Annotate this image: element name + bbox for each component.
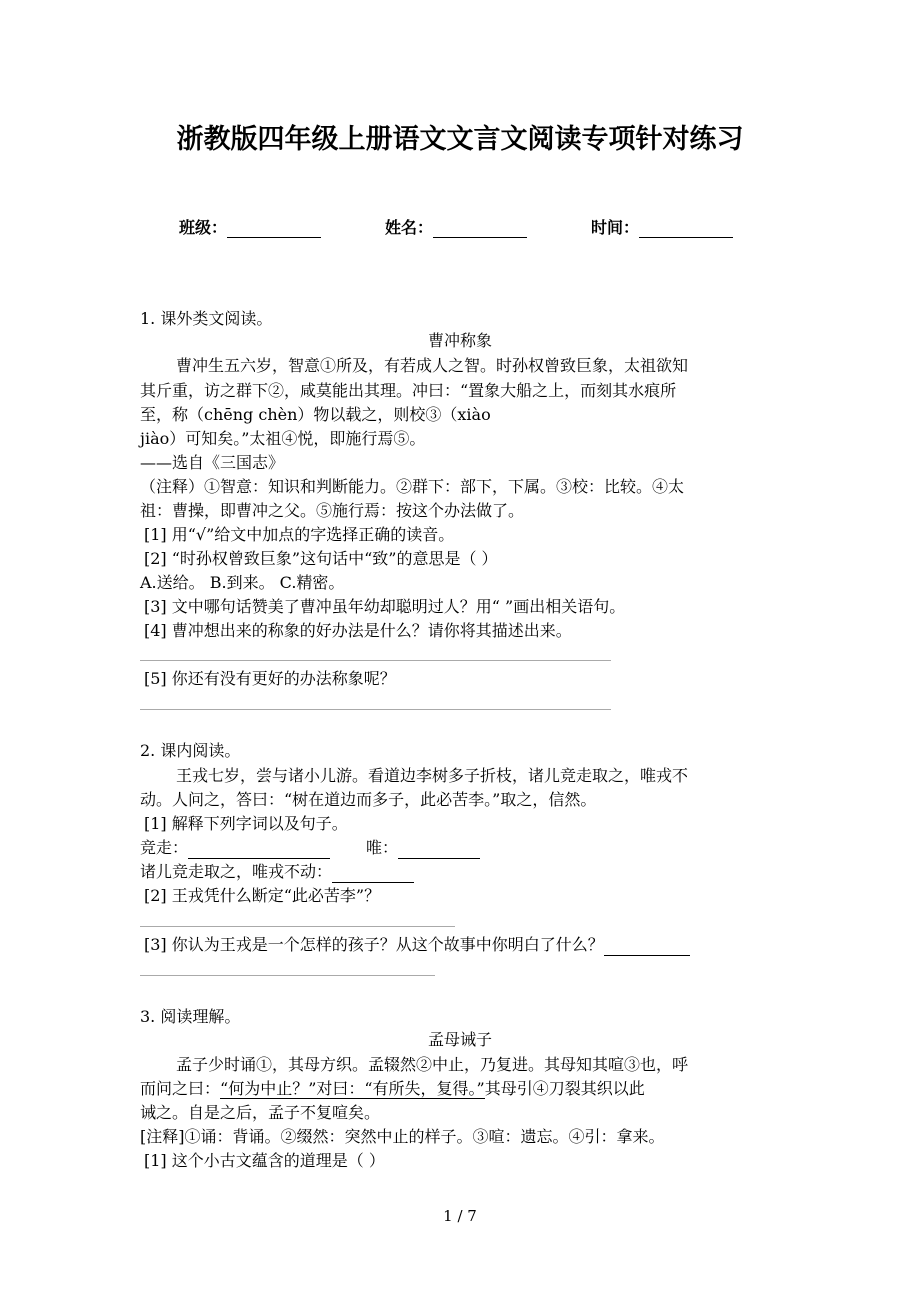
q1-heading: 1. 课外类文阅读。	[140, 309, 273, 328]
answer-line[interactable]	[140, 975, 435, 976]
q1-sub5: [5] 你还有没有更好的办法称象呢？	[144, 669, 396, 688]
q2-sub3: [3] 你认为王戎是一个怎样的孩子？从这个故事中你明白了什么？	[144, 934, 690, 956]
q1-source: ——选自《三国志》	[140, 453, 285, 472]
page-title: 浙教版四年级上册语文文言文阅读专项针对练习	[176, 124, 744, 155]
name-blank[interactable]	[433, 219, 527, 238]
q1-options: A.送给。 B.到来。 C.精密。	[140, 573, 345, 592]
q3-passage-title: 孟母诫子	[427, 1030, 492, 1049]
q1-passage-line: 曹冲生五六岁，智意①所及，有若成人之智。时孙权曾致巨象，太祖欲知	[176, 356, 689, 375]
q2-sentence: 诸儿竞走取之，唯戎不动：	[140, 861, 414, 883]
time-field	[591, 215, 733, 238]
q1-passage-line: jiào）可知矣。”太祖④悦，即施行焉⑤。	[140, 429, 426, 448]
q1-sub1: [1] 用“√”给文中加点的字选择正确的读音。	[144, 525, 455, 544]
q2-heading: 2. 课内阅读。	[140, 741, 241, 760]
answer-blank[interactable]	[398, 840, 480, 859]
q1-passage-line: 其斤重，访之群下②，咸莫能出其理。冲曰：“置象大船之上，而刻其水痕所	[140, 381, 677, 400]
class-label: 班级：	[179, 218, 228, 237]
q1-note: 祖：曹操，即曹冲之父。⑤施行焉：按这个办法做了。	[140, 501, 525, 520]
q1-passage-title: 曹冲称象	[427, 331, 492, 350]
q1-sub2: [2] “时孙权曾致巨象”这句话中“致”的意思是（ ）	[144, 549, 498, 568]
q3-heading: 3. 阅读理解。	[140, 1007, 241, 1026]
page-number: 1 / 7	[443, 1207, 477, 1225]
q1-sub3: [3] 文中哪句话赞美了曹冲虽年幼却聪明过人？用“ ”画出相关语句。	[144, 597, 626, 616]
answer-blank[interactable]	[188, 840, 330, 859]
answer-blank[interactable]	[604, 937, 690, 956]
class-field	[179, 215, 321, 238]
q2-word-wei: 唯：	[366, 837, 480, 859]
answer-line[interactable]	[140, 926, 455, 927]
q1-passage-line: 至，称（chēng chèn）物以载之，则校③（xiào	[140, 405, 491, 424]
name-label: 姓名：	[385, 218, 434, 237]
q3-passage-line: 诫之。自是之后，孟子不复喧矣。	[140, 1103, 381, 1122]
q3-note: [注释]①诵：背诵。②缀然：突然中止的样子。③喧：遗忘。④引：拿来。	[140, 1127, 665, 1146]
time-label: 时间：	[591, 218, 640, 237]
name-field	[385, 215, 527, 238]
q3-passage-line: 而问之曰：“何为中止？”对曰：“有所失，复得。”其母引④刀裂其织以此	[140, 1079, 645, 1098]
q1-sub4: [4] 曹冲想出来的称象的好办法是什么？请你将其描述出来。	[144, 621, 572, 640]
q2-word-jingzou: 竞走：	[140, 837, 330, 859]
q3-passage-line: 孟子少时诵①，其母方织。孟辍然②中止，乃复进。其母知其喧③也，呼	[176, 1055, 689, 1074]
q2-sub2: [2] 王戎凭什么断定“此必苦李”？	[144, 886, 381, 905]
answer-line[interactable]	[140, 660, 611, 661]
q2-passage-line: 王戎七岁，尝与诸小儿游。看道边李树多子折枝，诸儿竞走取之，唯戎不	[176, 766, 689, 785]
q2-sub1: [1] 解释下列字词以及句子。	[144, 814, 348, 833]
time-blank[interactable]	[639, 219, 733, 238]
underlined-sentence: “何为中止？”对曰：“有所失，复得。”	[220, 1079, 485, 1098]
answer-blank[interactable]	[332, 864, 414, 883]
q3-sub1: [1] 这个小古文蕴含的道理是（ ）	[144, 1151, 385, 1170]
q1-note: （注释）①智意：知识和判断能力。②群下：部下，下属。③校：比较。④太	[140, 477, 685, 496]
class-blank[interactable]	[227, 219, 321, 238]
q2-passage-line: 动。人问之，答曰：“树在道边而多子，此必苦李。”取之，信然。	[140, 790, 597, 809]
answer-line[interactable]	[140, 709, 611, 710]
